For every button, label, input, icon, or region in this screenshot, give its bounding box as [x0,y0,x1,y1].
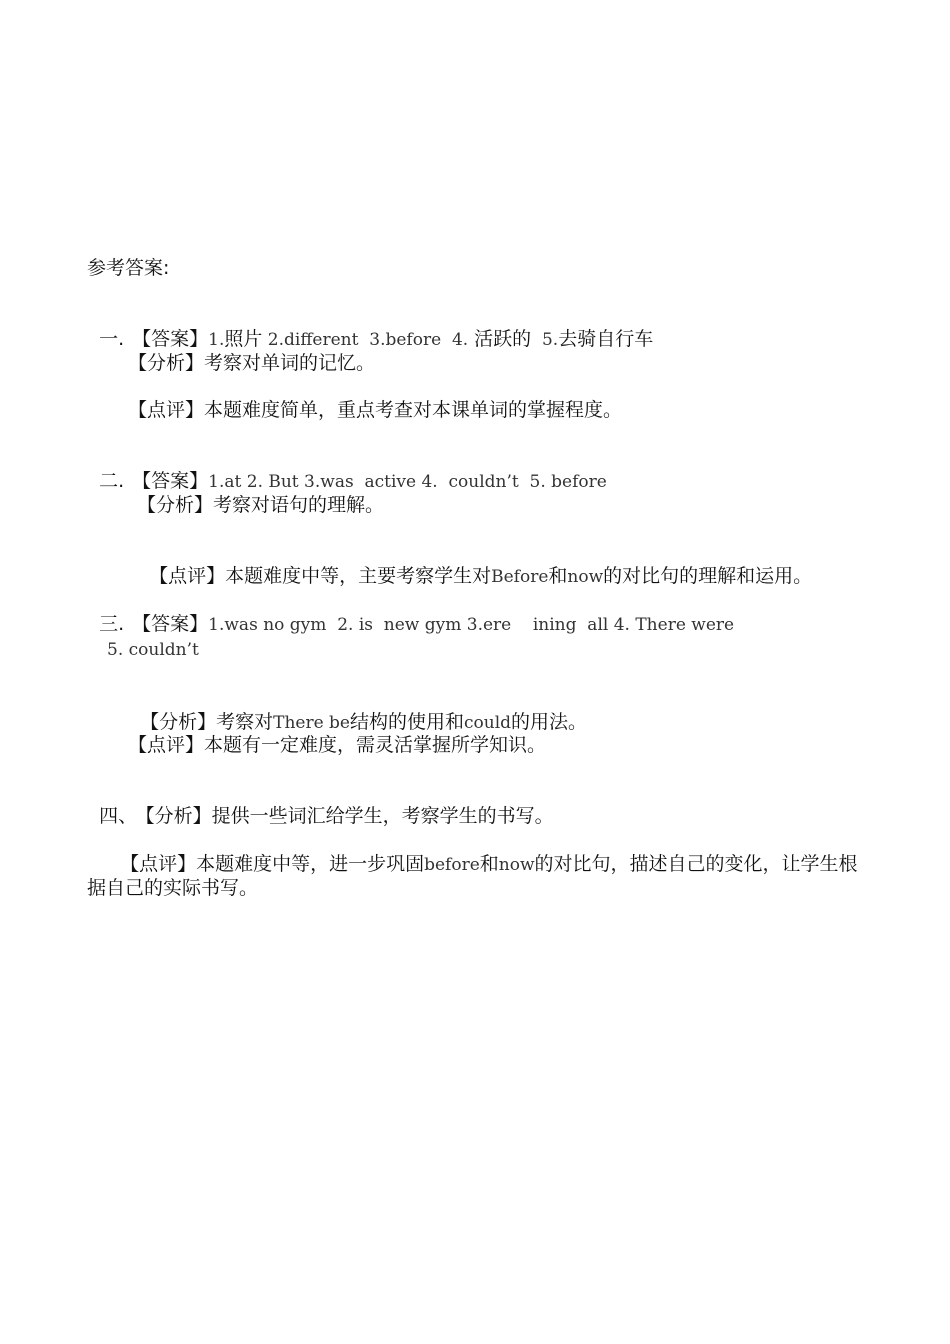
section-4-analysis-text: 【分析】提供一些词汇给学生，考察学生的书写。 [145,805,554,827]
section-4-comment-part-a: 【点评】本题难度中等，进一步巩固 [120,853,425,875]
section-3-answer [87,588,734,637]
section-2-comment-before: Before [491,567,549,587]
answer-1-index: 1. [208,330,225,350]
section-4-comment-continued: 据自己的实际书写。 [87,877,259,899]
section-4-comment-now: now [498,855,535,875]
section-4-comment-part-b: 的对比句，描述自己的变化，让学生根 [534,853,858,875]
section-2-comment-part-a: 【点评】本题难度中等，主要考察学生对 [149,565,492,587]
section-3-analysis-part-c: 的用法。 [511,711,588,733]
section-3-analysis [128,686,587,735]
section-4-number: 四、 [99,805,138,827]
section-1-number: 一. [99,328,125,350]
section-2-number: 二. [99,470,125,492]
section-4-comment-and: 和 [479,853,499,875]
section-2-comment [137,540,812,589]
section-4-analysis [87,780,554,828]
section-2-answer [87,445,607,494]
section-2-answer-tag: 【答案】 [132,470,209,492]
answers-title: 参考答案: [87,257,170,279]
answer-5-index: 5. [531,330,559,350]
section-3-number: 三. [99,613,125,635]
section-4-comment [108,828,858,877]
answer-4-text: 活跃的 [474,328,532,350]
section-2-comment-now: now [567,567,604,587]
section-1-analysis: 【分析】考察对单词的记忆。 [128,352,376,374]
section-1-answer-tag: 【答案】 [132,328,209,350]
section-3-analysis-there-be: There be [273,713,350,733]
answer-1-text: 照片 [224,328,263,350]
section-2-analysis: 【分析】考察对语句的理解。 [137,494,385,516]
section-3-answer-tag: 【答案】 [132,613,209,635]
section-1-comment: 【点评】本题难度简单，重点考查对本课单词的掌握程度。 [128,399,623,421]
section-2-answers: 1.at 2. But 3.was active 4. couldn’t 5. before [208,472,607,492]
section-3-answers: 1.was no gym 2. is new gym 3.ere ining all 4. There were [208,615,735,635]
answer-2-4-text: 2.different 3.before 4. [262,330,469,350]
section-4-comment-before: before [424,855,480,875]
section-3-answers-continued: 5. couldn’t [107,640,199,660]
section-3-analysis-part-a: 【分析】考察对 [140,711,274,733]
section-3-analysis-could: could [464,713,512,733]
section-3-analysis-part-b: 结构的使用和 [350,711,465,733]
answer-5-text: 去骑自行车 [558,328,654,350]
section-1-answer [87,303,653,352]
section-2-comment-and: 和 [548,565,568,587]
section-2-comment-part-b: 的对比句的理解和运用。 [603,565,813,587]
section-3-comment: 【点评】本题有一定难度，需灵活掌握所学知识。 [128,734,547,756]
